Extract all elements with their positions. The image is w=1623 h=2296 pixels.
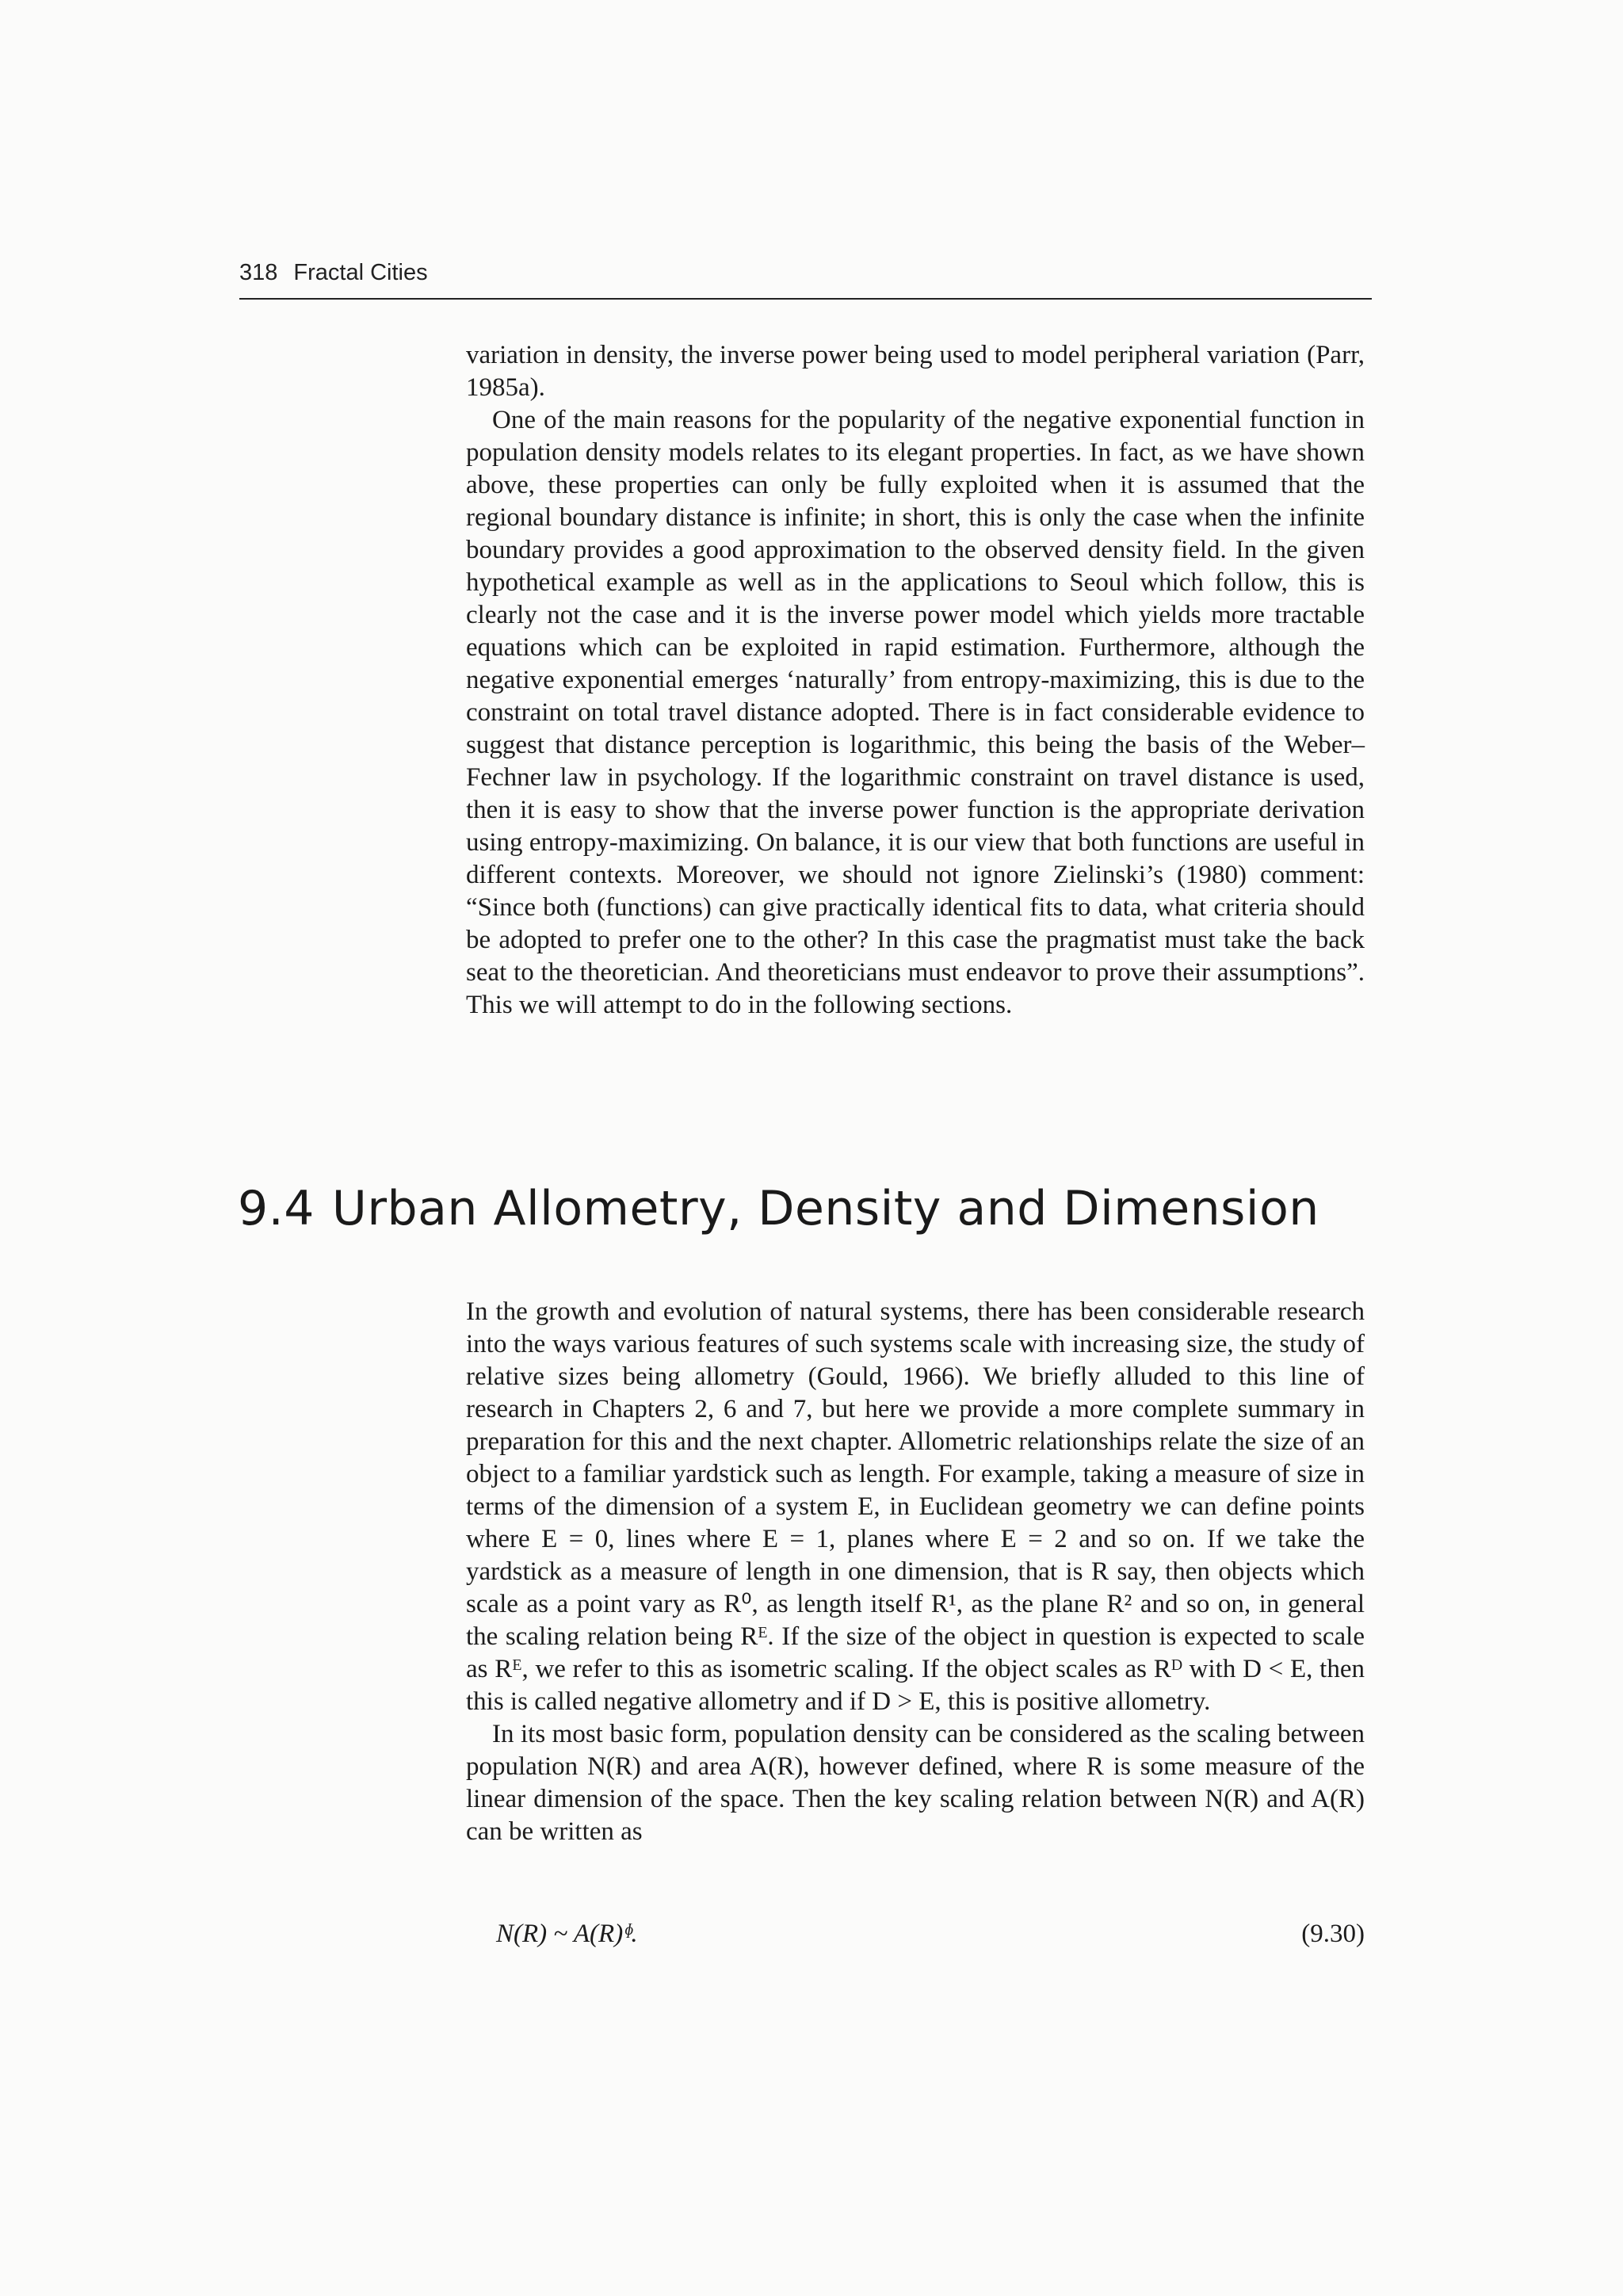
- page-number: 318: [239, 260, 278, 285]
- text-column-bottom: [466, 1296, 1365, 1848]
- paragraph: variation in density, the inverse power being used to model peripheral variation (Parr, 1985a).: [466, 341, 1365, 402]
- paragraph: In the growth and evolution of natural systems, there has been considerable research into the ways various features of such systems scale with increasing size, the study of relative sizes being allometry (Gould, 1966). We briefly alluded to this line of research in Chapters 2, 6 and 7, but here we provide a more complete summary in preparation for this and the next chapter. Allometric relationships relate the size of an object to a familiar yardstick such as length. For example, taking a measure of size in terms of the dimension of a system E, in Euclidean geometry we can define points where E = 0, lines where E = 1, planes where E = 2 and so on. If we take the yardstick as a measure of length in one dimension, that is R say, then objects which scale as a point vary as R⁰, as length itself R¹, as the plane R² and so on, in general the scaling relation being Rᴱ. If the size of the object in question is expected to scale as Rᴱ, we refer to this as isometric scaling. If the object scales as Rᴰ with D < E, then this is called negative allometry and if D > E, this is positive allometry.: [466, 1297, 1365, 1716]
- running-title: Fractal Cities: [293, 260, 428, 285]
- header-rule: [239, 298, 1372, 300]
- section-title: Urban Allometry, Density and Dimension: [331, 1181, 1319, 1236]
- running-header: [239, 260, 428, 286]
- equation-9-30: [466, 1918, 1365, 1950]
- paragraph: One of the main reasons for the popularity of the negative exponential function in population density models relates to its elegant properties. In fact, as we have shown above, these properties can only be fully exploited when it is assumed that the regional boundary distance is infinite; in short, this is only the case when the infinite boundary provides a good approximation to the observed density field. In the given hypothetical example as well as in the applications to Seoul which follow, this is clearly not the case and it is the inverse power model which yields more tractable equations which can be exploited in rapid estimation. Furthermore, although the negative exponential emerges ‘naturally’ from entropy-maximizing, this is due to the constraint on total travel distance adopted. There is in fact considerable evidence to suggest that distance perception is logarithmic, this being the basis of the Weber–Fechner law in psychology. If the logarithmic constraint on travel distance is used, then it is easy to show that the inverse power function is the appropriate derivation using entropy-maximizing. On balance, it is our view that both functions are useful in different contexts. Moreover, we should not ignore Zielinski’s (1980) comment: “Since both (functions) can give practically identical fits to data, what criteria should be adopted to prefer one to the other? In this case the pragmatist must take the back seat to the theoretician. And theoreticians must endeavor to prove their assumptions”. This we will attempt to do in the following sections.: [466, 406, 1365, 1019]
- equation-number: (9.30): [1301, 1920, 1365, 1948]
- equation-expression: N(R) ~ A(R)ᶲ.: [496, 1920, 638, 1948]
- text-column-top: [466, 339, 1365, 1022]
- section-heading: [238, 1181, 1319, 1236]
- section-number: 9.4: [238, 1181, 315, 1236]
- paragraph: In its most basic form, population density can be considered as the scaling between population N(R) and area A(R), however defined, where R is some measure of the linear dimension of the space. Then the key scaling relation between N(R) and A(R) can be written as: [466, 1720, 1365, 1846]
